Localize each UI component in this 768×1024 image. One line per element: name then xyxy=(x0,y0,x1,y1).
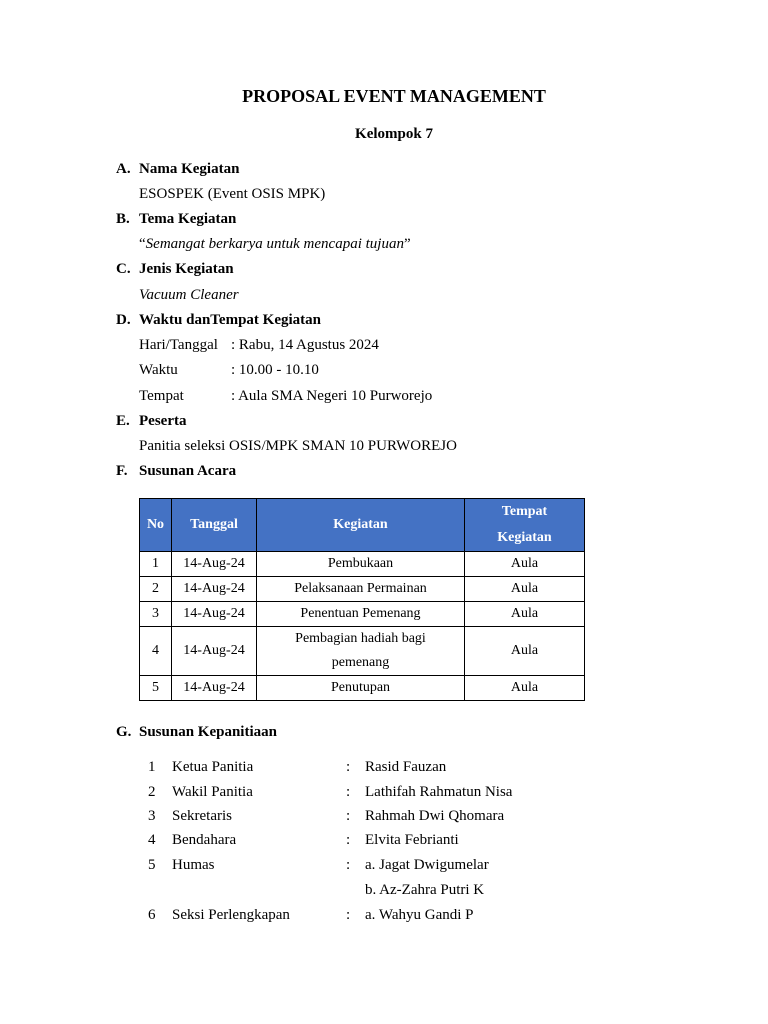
committee-colon: : xyxy=(346,784,351,800)
cell-tempat: Aula xyxy=(465,577,585,602)
committee-no: 5 xyxy=(148,857,156,873)
cell-no: 4 xyxy=(140,627,172,676)
cell-tanggal: 14-Aug-24 xyxy=(172,627,257,676)
cell-kegiatan: Pembukaan xyxy=(257,552,465,577)
committee-name: Lathifah Rahmatun Nisa xyxy=(365,784,513,800)
cell-no: 2 xyxy=(140,577,172,602)
cell-no: 1 xyxy=(140,552,172,577)
document-title: PROPOSAL EVENT MANAGEMENT xyxy=(242,86,546,106)
col-header-kegiatan: Kegiatan xyxy=(257,499,465,552)
cell-tempat: Aula xyxy=(465,552,585,577)
committee-colon: : xyxy=(346,857,351,873)
schedule-place-label: Tempat xyxy=(139,388,184,404)
section-e-heading: Peserta xyxy=(139,413,187,429)
section-a-letter: A. xyxy=(116,161,131,177)
cell-tanggal: 14-Aug-24 xyxy=(172,552,257,577)
section-b-letter: B. xyxy=(116,211,130,227)
table-row xyxy=(140,676,585,701)
section-f-heading: Susunan Acara xyxy=(139,463,237,479)
section-d-heading: Waktu danTempat Kegiatan xyxy=(139,312,321,328)
cell-kegiatan xyxy=(257,627,465,676)
committee-name: a. Wahyu Gandi P xyxy=(365,907,474,923)
quote-open: “ xyxy=(139,236,146,252)
committee-role: Bendahara xyxy=(172,832,237,848)
section-c-heading: Jenis Kegiatan xyxy=(139,261,234,277)
quote-close: ” xyxy=(403,236,411,252)
col-header-tempat-line1: Tempat xyxy=(501,504,548,519)
section-b-content xyxy=(139,236,411,253)
cell-tempat: Aula xyxy=(465,602,585,627)
section-e-content: Panitia seleksi OSIS/MPK SMAN 10 PURWOREJO xyxy=(139,438,457,454)
col-header-no: No xyxy=(140,499,172,552)
committee-colon: : xyxy=(346,832,351,848)
cell-tanggal: 14-Aug-24 xyxy=(172,676,257,701)
table-row xyxy=(140,627,585,676)
cell-no: 3 xyxy=(140,602,172,627)
section-a-content: ESOSPEK (Event OSIS MPK) xyxy=(139,186,326,202)
committee-role: Sekretaris xyxy=(172,808,232,824)
committee-name-secondary: b. Az-Zahra Putri K xyxy=(365,882,485,898)
cell-kegiatan: Pelaksanaan Permainan xyxy=(257,577,465,602)
cell-tempat: Aula xyxy=(465,627,585,676)
section-b-heading: Tema Kegiatan xyxy=(139,211,237,227)
schedule-time-label: Waktu xyxy=(139,362,178,378)
table-row xyxy=(140,552,585,577)
table-row xyxy=(140,602,585,627)
section-a-heading: Nama Kegiatan xyxy=(139,161,240,177)
section-f-letter: F. xyxy=(116,463,128,479)
committee-colon: : xyxy=(346,907,351,923)
section-g-heading: Susunan Kepanitiaan xyxy=(139,724,277,740)
cell-no: 5 xyxy=(140,676,172,701)
cell-kegiatan: Penutupan xyxy=(257,676,465,701)
committee-no: 1 xyxy=(148,759,156,775)
schedule-date-value: : Rabu, 14 Agustus 2024 xyxy=(231,337,379,353)
col-header-tempat xyxy=(465,499,585,552)
schedule-date-label: Hari/Tanggal xyxy=(139,337,218,353)
col-header-tempat-line2: Kegiatan xyxy=(497,530,552,545)
committee-role: Ketua Panitia xyxy=(172,759,254,775)
cell-tanggal: 14-Aug-24 xyxy=(172,602,257,627)
committee-no: 3 xyxy=(148,808,156,824)
section-e-letter: E. xyxy=(116,413,130,429)
cell-kegiatan-line2: pemenang xyxy=(331,655,390,670)
cell-kegiatan: Penentuan Pemenang xyxy=(257,602,465,627)
section-g-letter: G. xyxy=(116,724,132,740)
agenda-table xyxy=(139,498,585,701)
committee-name: Rasid Fauzan xyxy=(365,759,447,775)
section-c-content: Vacuum Cleaner xyxy=(139,287,239,303)
committee-name: Elvita Febrianti xyxy=(365,832,459,848)
theme-text: Semangat berkarya untuk mencapai tujuan xyxy=(145,236,404,252)
committee-role: Seksi Perlengkapan xyxy=(172,907,290,923)
col-header-tanggal: Tanggal xyxy=(172,499,257,552)
committee-no: 6 xyxy=(148,907,156,923)
committee-role: Wakil Panitia xyxy=(172,784,253,800)
committee-name: a. Jagat Dwigumelar xyxy=(365,857,489,873)
committee-colon: : xyxy=(346,808,351,824)
committee-no: 2 xyxy=(148,784,156,800)
document-subtitle: Kelompok 7 xyxy=(355,126,433,142)
schedule-time-value: : 10.00 - 10.10 xyxy=(231,362,319,378)
section-d-letter: D. xyxy=(116,312,131,328)
committee-colon: : xyxy=(346,759,351,775)
committee-no: 4 xyxy=(148,832,156,848)
committee-name: Rahmah Dwi Qhomara xyxy=(365,808,505,824)
schedule-place-value: : Aula SMA Negeri 10 Purworejo xyxy=(231,388,433,404)
committee-role: Humas xyxy=(172,857,215,873)
cell-tempat: Aula xyxy=(465,676,585,701)
table-row xyxy=(140,577,585,602)
agenda-header-row xyxy=(140,499,585,552)
cell-kegiatan-line1: Pembagian hadiah bagi xyxy=(295,631,426,646)
section-c-letter: C. xyxy=(116,261,131,277)
cell-tanggal: 14-Aug-24 xyxy=(172,577,257,602)
